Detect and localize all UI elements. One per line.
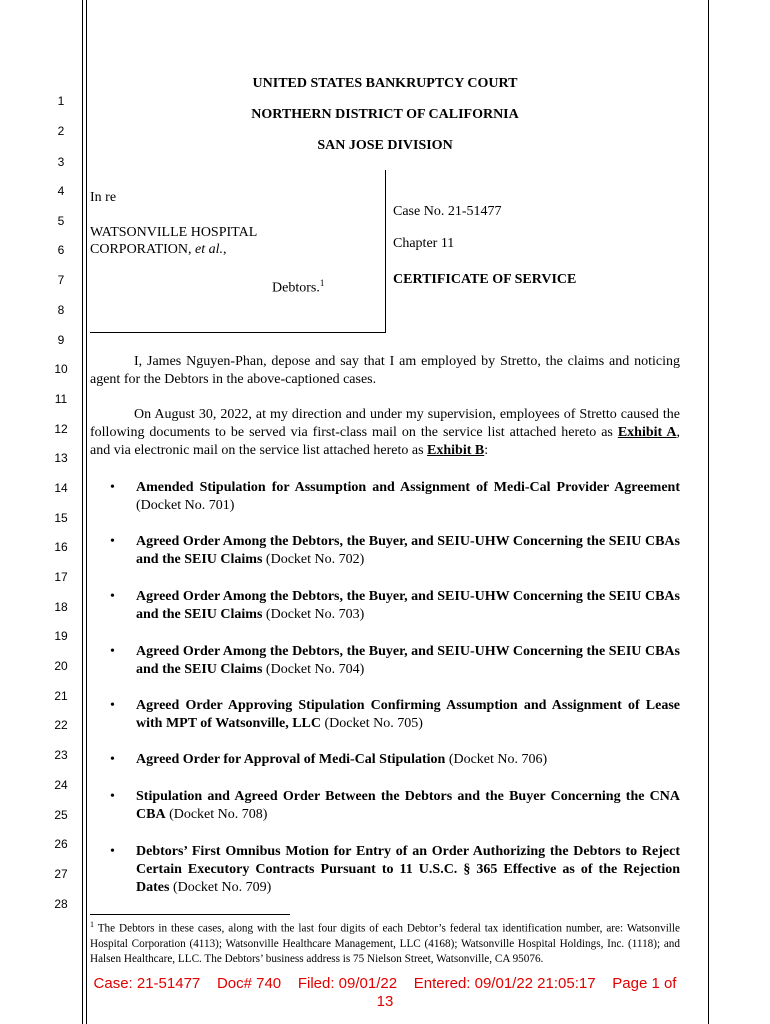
list-item [110, 843, 680, 897]
docket-number: (Docket No. 706) [445, 752, 548, 767]
document-title-item: Agreed Order Among the Debtors, the Buyer, and SEIU-UHW Concerning the SEIU CBAs and the SEIU Claims [136, 589, 680, 622]
bullet-icon: • [110, 589, 115, 604]
bullet-icon: • [110, 534, 115, 549]
document-title-item: Debtors’ First Omnibus Motion for Entry of an Order Authorizing the Debtors to Reject Certain Executory Contracts Pursuant to 11 U.S.C. § 365 Effective as of the Rejection Dates [136, 844, 680, 895]
line-number: 6 [57, 243, 65, 257]
footnote-divider [90, 914, 290, 915]
line-number: 9 [57, 333, 65, 347]
document-title-item: Amended Stipulation for Assumption and Assignment of Medi-Cal Provider Agreement [136, 480, 680, 495]
line-number: 14 [54, 481, 68, 495]
stamp-filed: Filed: 09/01/22 [297, 975, 398, 992]
docket-number: (Docket No. 708) [165, 807, 268, 822]
line-number: 19 [54, 629, 68, 643]
line-number: 15 [54, 511, 68, 525]
docket-number: (Docket No. 703) [262, 607, 365, 622]
document-title-item: Agreed Order for Approval of Medi-Cal Stipulation [136, 752, 446, 767]
list-item [110, 588, 680, 624]
line-number: 12 [54, 422, 68, 436]
document-title-item: Stipulation and Agreed Order Between the Debtors and the Buyer Concerning the CNA CBA [136, 789, 680, 822]
left-margin-rule-inner [86, 0, 87, 1024]
line-number: 2 [57, 124, 65, 138]
list-item [110, 643, 680, 679]
bullet-icon: • [110, 644, 115, 659]
line-number: 25 [54, 808, 68, 822]
line-number: 27 [54, 867, 68, 881]
line-number: 11 [54, 392, 68, 406]
list-item [110, 533, 680, 569]
bullet-icon: • [110, 752, 115, 767]
footnote-mark: 1 [90, 920, 94, 929]
footnote-text: The Debtors in these cases, along with the last four digits of each Debtor’s federal tax identification number, are: Watsonville Hospital Corporation (4113); Watsonville Healthcare Management, LLC (4168); Watsonville Hospital Holdings, Inc. (1118); and Halsen Healthcare, LLC. The Debtors’ business address is 75 Nielson Street, Watsonville, CA 95076. [90, 922, 680, 965]
debtor-name-text: CORPORATION, [90, 242, 196, 257]
line-number: 1 [57, 94, 65, 108]
document-title: CERTIFICATE OF SERVICE [393, 272, 577, 287]
document-title-item: Agreed Order Among the Debtors, the Buyer, and SEIU-UHW Concerning the SEIU CBAs and the SEIU Claims [136, 534, 680, 567]
list-item [110, 697, 680, 733]
court-district: NORTHERN DISTRICT OF CALIFORNIA [251, 107, 519, 122]
paragraph-service [90, 406, 680, 460]
line-number: 4 [57, 184, 65, 198]
exhibit-b: Exhibit B [427, 443, 485, 458]
line-number: 21 [54, 689, 68, 703]
service-text-1: On August 30, 2022, at my direction and under my supervision, employees of Stretto caused the following documents to be served via first-class mail on the service list attached hereto as [90, 407, 680, 440]
stamp-total-pages: 13 [376, 993, 394, 1010]
exhibit-a: Exhibit A [617, 425, 677, 440]
line-number: 8 [57, 303, 65, 317]
caption-in-re: In re [90, 190, 117, 205]
paragraph-declarant-text: I, James Nguyen-Phan, depose and say that I am employed by Stretto, the claims and noticing agent for the Debtors in the above-captioned cases. [90, 354, 680, 387]
line-number: 5 [57, 214, 65, 228]
list-item [110, 479, 680, 515]
debtor-name-line1: WATSONVILLE HOSPITAL [90, 225, 258, 240]
line-number: 22 [54, 718, 68, 732]
docket-number: (Docket No. 702) [262, 552, 365, 567]
stamp-entered: Entered: 09/01/22 21:05:17 [413, 975, 596, 992]
line-number: 28 [54, 897, 68, 911]
line-number: 10 [54, 362, 68, 376]
line-number: 24 [54, 778, 68, 792]
line-number: 3 [57, 155, 65, 169]
left-margin-rule [82, 0, 83, 1024]
line-number: 7 [57, 273, 65, 287]
bullet-icon: • [110, 844, 115, 859]
footnote [90, 917, 680, 967]
list-item [110, 751, 680, 769]
debtors-label [272, 278, 324, 297]
docket-number: (Docket No. 701) [136, 498, 235, 513]
document-title-item: Agreed Order Among the Debtors, the Buyer, and SEIU-UHW Concerning the SEIU CBAs and the SEIU Claims [136, 644, 680, 677]
service-text-3: : [484, 443, 489, 458]
docket-number: (Docket No. 705) [321, 716, 423, 731]
caption-divider-horizontal [90, 332, 386, 333]
stamp-doc: Doc# 740 [216, 975, 282, 992]
right-margin-rule [708, 0, 709, 1024]
line-number: 20 [54, 659, 68, 673]
debtors-text: Debtors. [272, 280, 320, 296]
line-number: 13 [54, 451, 68, 465]
bullet-icon: • [110, 698, 115, 713]
filing-stamp [90, 975, 680, 1011]
caption-divider-vertical [385, 170, 386, 332]
et-al: et al. [195, 242, 224, 257]
case-number: Case No. 21-51477 [393, 204, 502, 219]
line-number: 16 [54, 540, 68, 554]
line-number: 23 [54, 748, 68, 762]
list-item [110, 788, 680, 824]
chapter: Chapter 11 [393, 236, 455, 251]
et-al-suffix: , [223, 242, 227, 257]
paragraph-declarant [90, 353, 680, 389]
line-number: 17 [54, 570, 68, 584]
bullet-icon: • [110, 480, 115, 495]
stamp-page: Page 1 of [612, 975, 677, 992]
document-title-item: Agreed Order Approving Stipulation Confirming Assumption and Assignment of Lease with MPT of Watsonville, LLC [136, 698, 680, 731]
bullet-icon: • [110, 789, 115, 804]
stamp-case: Case: 21-51477 [93, 975, 201, 992]
line-number: 26 [54, 837, 68, 851]
docket-number: (Docket No. 704) [262, 662, 365, 677]
debtor-name-line2 [90, 242, 227, 258]
service-text-2: , and via electronic mail on the service list attached hereto as [90, 425, 680, 458]
line-number: 18 [54, 600, 68, 614]
court-name: UNITED STATES BANKRUPTCY COURT [252, 76, 518, 91]
court-division: SAN JOSE DIVISION [317, 138, 453, 153]
docket-number: (Docket No. 709) [169, 880, 272, 895]
footnote-ref: 1 [319, 278, 325, 288]
